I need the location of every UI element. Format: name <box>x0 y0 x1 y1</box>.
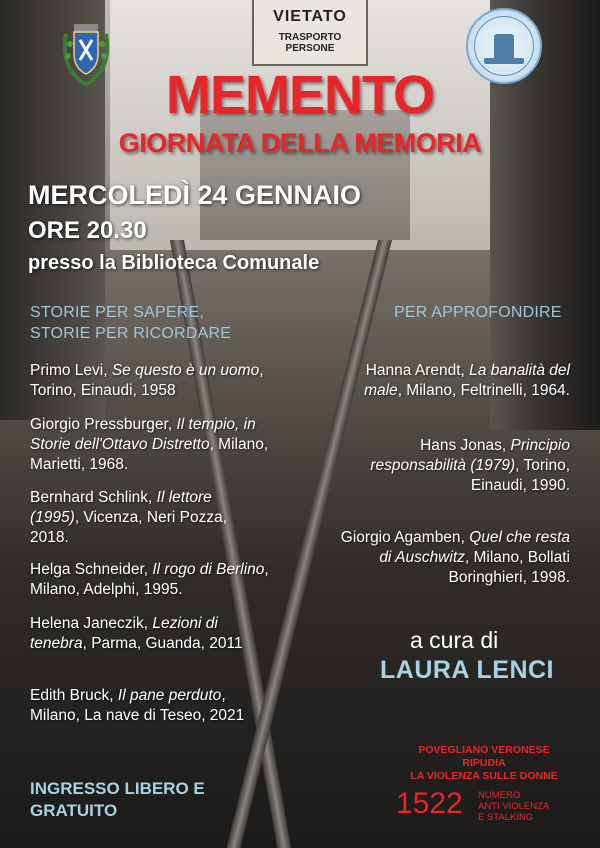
book-entry: Bernhard Schlink, Il lettore (1995), Vicenza, Neri Pozza, 2018. <box>30 489 228 546</box>
event-subtitle: GIORNATA DELLA MEMORIA <box>118 128 482 158</box>
campaign-line2: RIPUDIA <box>462 757 506 769</box>
helpline-number: 1522 <box>396 787 463 820</box>
book-entry: Giorgio Agamben, Quel che resta di Auschwitz, Milano, Bollati Boringhieri, 1998. <box>340 529 570 586</box>
helpline-label-line2: ANTI VIOLENZA <box>478 801 550 812</box>
left-column-heading <box>30 302 270 344</box>
book-entry: Hans Jonas, Principio responsabilità (1979), Torino, Einaudi, 1990. <box>370 437 570 494</box>
book-entry: Hanna Arendt, La banalità del male, Milano, Feltrinelli, 1964. <box>364 362 570 399</box>
helpline-label-line3: E STALKING <box>478 812 534 823</box>
entry-line2: GRATUITO <box>30 801 118 820</box>
book-entry: Giorgio Pressburger, Il tempio, in Storie dell'Ottavo Distretto, Milano, Marietti, 1968. <box>30 416 269 473</box>
right-column-heading: PER APPROFONDIRE <box>394 304 562 321</box>
entry-notice <box>30 778 260 822</box>
curator-label: a cura di <box>410 627 499 653</box>
event-time: ORE 20.30 <box>28 217 147 244</box>
campaign-line3: LA VIOLENZA SULLE DONNE <box>410 770 558 782</box>
entry-line1: INGRESSO LIBERO E <box>30 779 205 798</box>
helpline-label <box>478 790 578 823</box>
book-entry: Helena Janeczik, Lezioni di tenebra, Parma, Guanda, 2011 <box>30 615 243 652</box>
left-heading-line1: STORIE PER SAPERE, <box>30 304 205 321</box>
event-title: MEMENTO <box>165 65 434 125</box>
sign-line1: VIETATO <box>273 8 347 25</box>
book-entry: Edith Bruck, Il pane perduto, Milano, La nave di Teseo, 2021 <box>30 687 245 724</box>
event-place: presso la Biblioteca Comunale <box>28 252 320 274</box>
sign-line2: TRASPORTO PERSONE <box>278 32 342 54</box>
curator-name: LAURA LENCI <box>380 656 555 684</box>
left-heading-line2: STORIE PER RICORDARE <box>30 325 232 342</box>
event-date: MERCOLEDÌ 24 GENNAIO <box>28 180 362 210</box>
campaign-text <box>396 744 572 783</box>
helpline-label-line1: NUMERO <box>478 790 521 801</box>
book-entry: Helga Schneider, Il rogo di Berlino, Milano, Adelphi, 1995. <box>30 561 269 598</box>
vietato-sign <box>252 0 368 66</box>
campaign-line1: POVEGLIANO VERONESE <box>418 744 550 756</box>
book-entry: Primo Levi, Se questo è un uomo, Torino, Einaudi, 1958 <box>30 362 264 399</box>
